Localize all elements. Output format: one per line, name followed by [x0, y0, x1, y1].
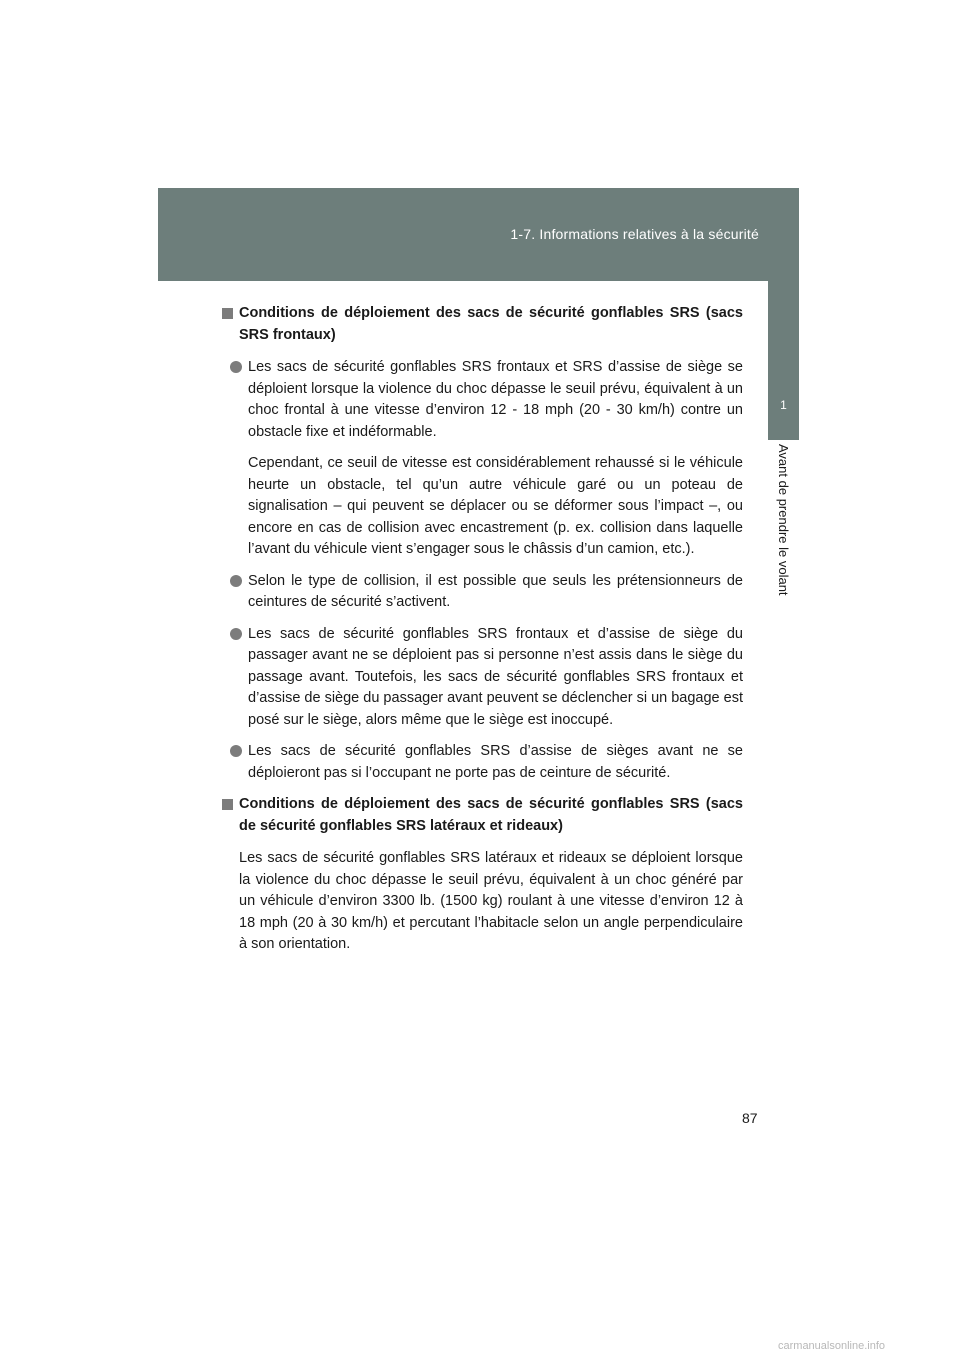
bullet-item: [222, 571, 743, 614]
bullet-item: [222, 624, 743, 732]
side-tab-top: [768, 281, 799, 370]
section-title: 1-7. Informations relatives à la sécurité: [510, 226, 759, 242]
bullet-text: Selon le type de collision, il est possible que seuls les prétensionneurs de ceintures de sécurité s’activent.: [248, 572, 743, 610]
chapter-tab: [768, 370, 799, 440]
paragraph: Les sacs de sécurité gonflables SRS latéraux et rideaux se déploient lorsque la violence du choc dépasse le seuil prévu, équivalent à un choc généré par un véhicule d’environ 3300 lb. (1500 kg) roulant à une vitesse d’environ 12 à 18 mph (20 à 30 km/h) et percutant l’habitacle selon un angle perpendiculaire à son orientation.: [239, 850, 743, 952]
circle-bullet-icon: [230, 361, 242, 373]
page-number: 87: [742, 1110, 758, 1126]
chapter-number: 1: [780, 398, 787, 412]
bullet-text: Les sacs de sécurité gonflables SRS frontaux et d’assise de siège du passager avant ne se déploient pas si personne n’est assis dans le siège du passage avant. Toutefois, les sacs de sécurité gonflables SRS frontaux et d’assise de siège du passager avant peuvent se déclencher si un bagage est posé sur le siège, alors même que le siège est inoccupé.: [248, 625, 743, 728]
circle-bullet-icon: [230, 628, 242, 640]
bullet-item: [222, 357, 743, 443]
square-bullet-icon: [222, 799, 233, 810]
chapter-title-tab: [768, 440, 799, 620]
circle-bullet-icon: [230, 745, 242, 757]
bullet-item: [222, 741, 743, 784]
heading-text: Conditions de déploiement des sacs de sécurité gonflables SRS (sacs de sécurité gonflables SRS latéraux et rideaux): [239, 796, 743, 834]
circle-bullet-icon: [230, 575, 242, 587]
chapter-title: Avant de prendre le volant: [776, 444, 791, 596]
bullet-text: Les sacs de sécurité gonflables SRS frontaux et SRS d’assise de siège se déploient lorsque la violence du choc dépasse le seuil prévu, équivalent à un choc frontal à une vitesse d’environ 12 - 18 mph (20 - 30 km/h) contre un obstacle fixe et indéformable.: [248, 359, 743, 440]
square-bullet-icon: [222, 308, 233, 319]
section-header-bar: [158, 188, 799, 281]
bullet-text: Les sacs de sécurité gonflables SRS d’assise de sièges avant ne se déploieront pas si l’occupant ne porte pas de ceinture de sécurité.: [248, 743, 743, 781]
bullet-continuation: Cependant, ce seuil de vitesse est considérablement rehaussé si le véhicule heurte un obstacle, tel qu’un autre véhicule garé ou un poteau de signalisation – qui peuvent se déplacer ou se déformer sous l’impact –, ou encore en cas de collision avec encastrement (p. ex. collision dans laquelle l’avant du véhicule vient s’engager sous le châssis d’un camion, etc.).: [248, 455, 743, 557]
main-content: [222, 303, 743, 966]
heading-text: Conditions de déploiement des sacs de sécurité gonflables SRS (sacs SRS frontaux): [239, 305, 743, 343]
watermark: carmanualsonline.info: [778, 1340, 886, 1352]
section-heading-side: [222, 794, 743, 837]
section-heading-front: [222, 303, 743, 346]
